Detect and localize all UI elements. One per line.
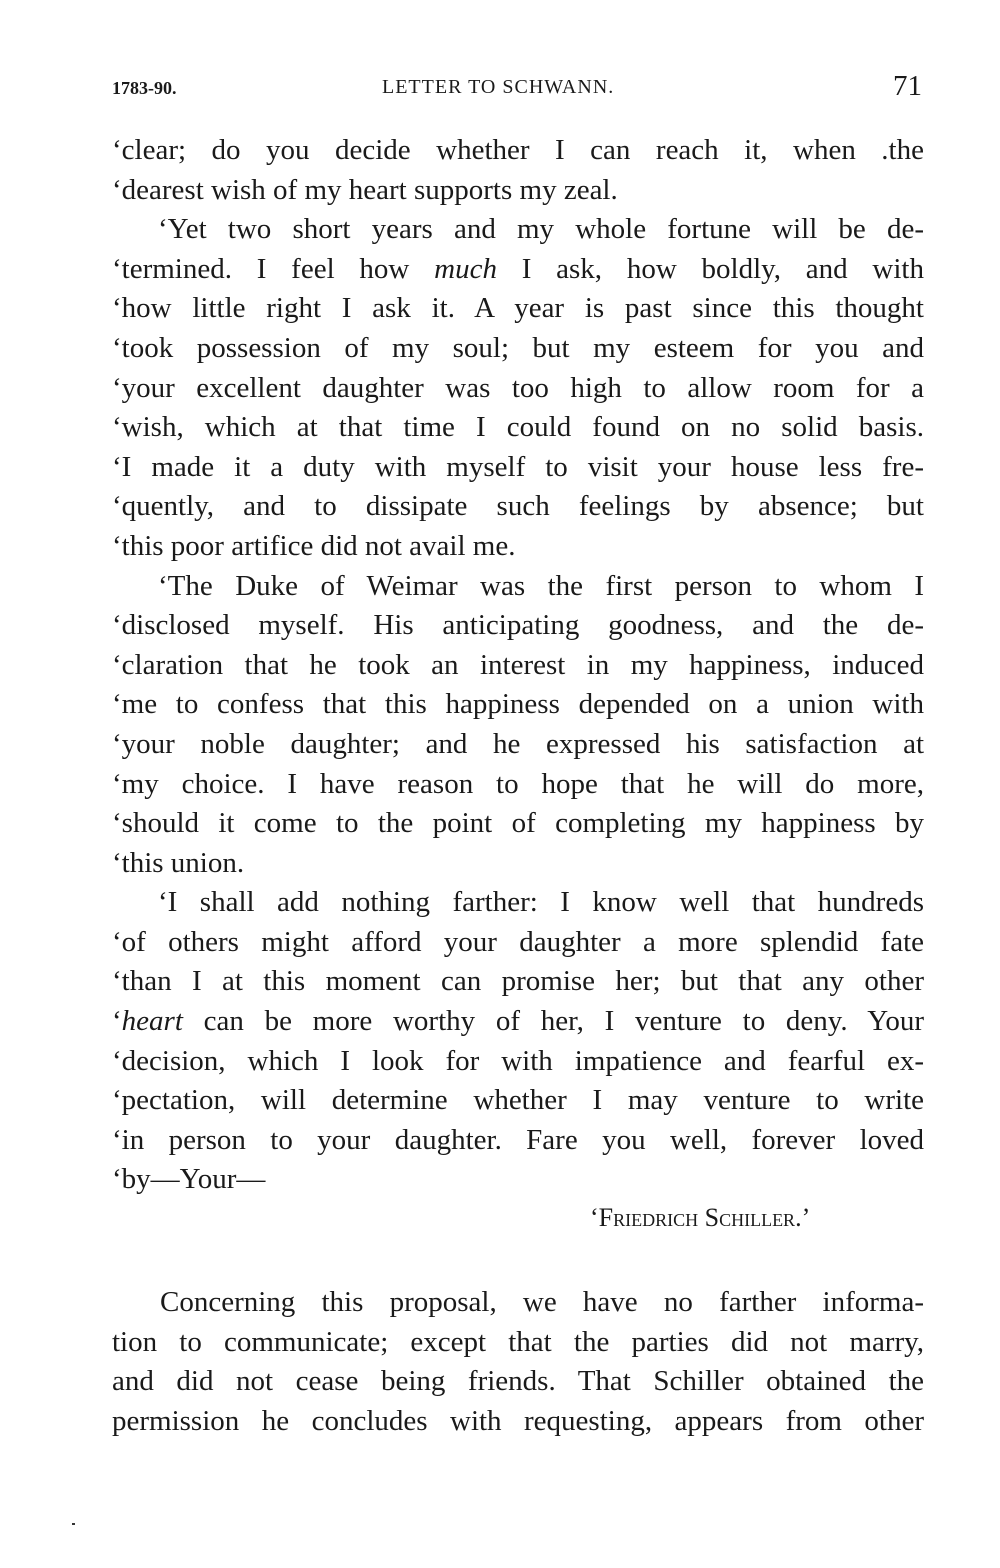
text-line: ‘decision, which I look for with impatience and fearful ex- (112, 1044, 924, 1077)
page-number: 71 (893, 70, 922, 102)
header-title: LETTER TO SCHWANN. (382, 76, 615, 98)
text-line: Concerning this proposal, we have no farther informa- (160, 1286, 924, 1318)
text-line: ‘took possession of my soul; but my esteem for you and (112, 331, 924, 364)
closing-paragraph (112, 1283, 924, 1441)
header-date-range: 1783-90. (112, 78, 177, 98)
text-line: ‘my choice. I have reason to hope that he will do more, (112, 767, 924, 800)
signature: ‘Friedrich Schiller.’ (590, 1203, 811, 1232)
text-line: ‘this union. (112, 846, 245, 879)
text-line: ‘termined. I feel how much I ask, how boldly, and with (112, 252, 924, 285)
text-line: ‘wish, which at that time I could found on no solid basis. (112, 411, 924, 444)
letter-body (112, 131, 924, 1200)
text-line: ‘quently, and to dissipate such feelings by absence; but (112, 490, 924, 523)
text-line: ‘me to confess that this happiness depended on a union with (112, 688, 924, 721)
text-line: ‘how little right I ask it. A year is past since this thought (112, 292, 924, 325)
text-line: ‘this poor artifice did not avail me. (112, 529, 516, 562)
text-line: tion to communicate; except that the parties did not marry, (112, 1325, 924, 1358)
text-line: ‘I made it a duty with myself to visit your house less fre- (112, 450, 924, 483)
text-line: ‘your noble daughter; and he expressed his satisfaction at (112, 727, 924, 760)
text-line: ‘clear; do you decide whether I can reach it, when .the (112, 134, 924, 166)
text-line: ‘than I at this moment can promise her; but that any other (112, 965, 924, 998)
text-line: ‘should it come to the point of completing my happiness by (112, 807, 924, 840)
emphasis: heart (121, 1005, 183, 1038)
text-line: ‘by—Your— (112, 1163, 266, 1196)
emphasis: much (434, 252, 497, 285)
print-speck (72, 1523, 75, 1525)
text-line: ‘heart can be more worthy of her, I venture to deny. Your (112, 1005, 924, 1038)
text-line: ‘The Duke of Weimar was the first person to whom I (158, 569, 924, 602)
text-line: ‘your excellent daughter was too high to allow room for a (112, 371, 924, 404)
text-line: ‘disclosed myself. His anticipating goodness, and the de- (112, 609, 924, 642)
text-line: ‘in person to your daughter. Fare you well, forever loved (112, 1123, 924, 1156)
text-line: permission he concludes with requesting, appears from other (112, 1404, 924, 1437)
text-line: ‘pectation, will determine whether I may venture to write (112, 1084, 924, 1117)
text-line: and did not cease being friends. That Schiller obtained the (112, 1365, 924, 1397)
text-line: ‘dearest wish of my heart supports my zeal. (112, 173, 618, 206)
text-line: ‘of others might afford your daughter a more splendid fate (112, 925, 924, 958)
text-line: ‘I shall add nothing farther: I know well that hundreds (158, 886, 924, 919)
text-line: ‘claration that he took an interest in my happiness, induced (112, 648, 924, 681)
text-line: ‘Yet two short years and my whole fortune will be de- (158, 213, 924, 246)
running-head (112, 70, 922, 104)
